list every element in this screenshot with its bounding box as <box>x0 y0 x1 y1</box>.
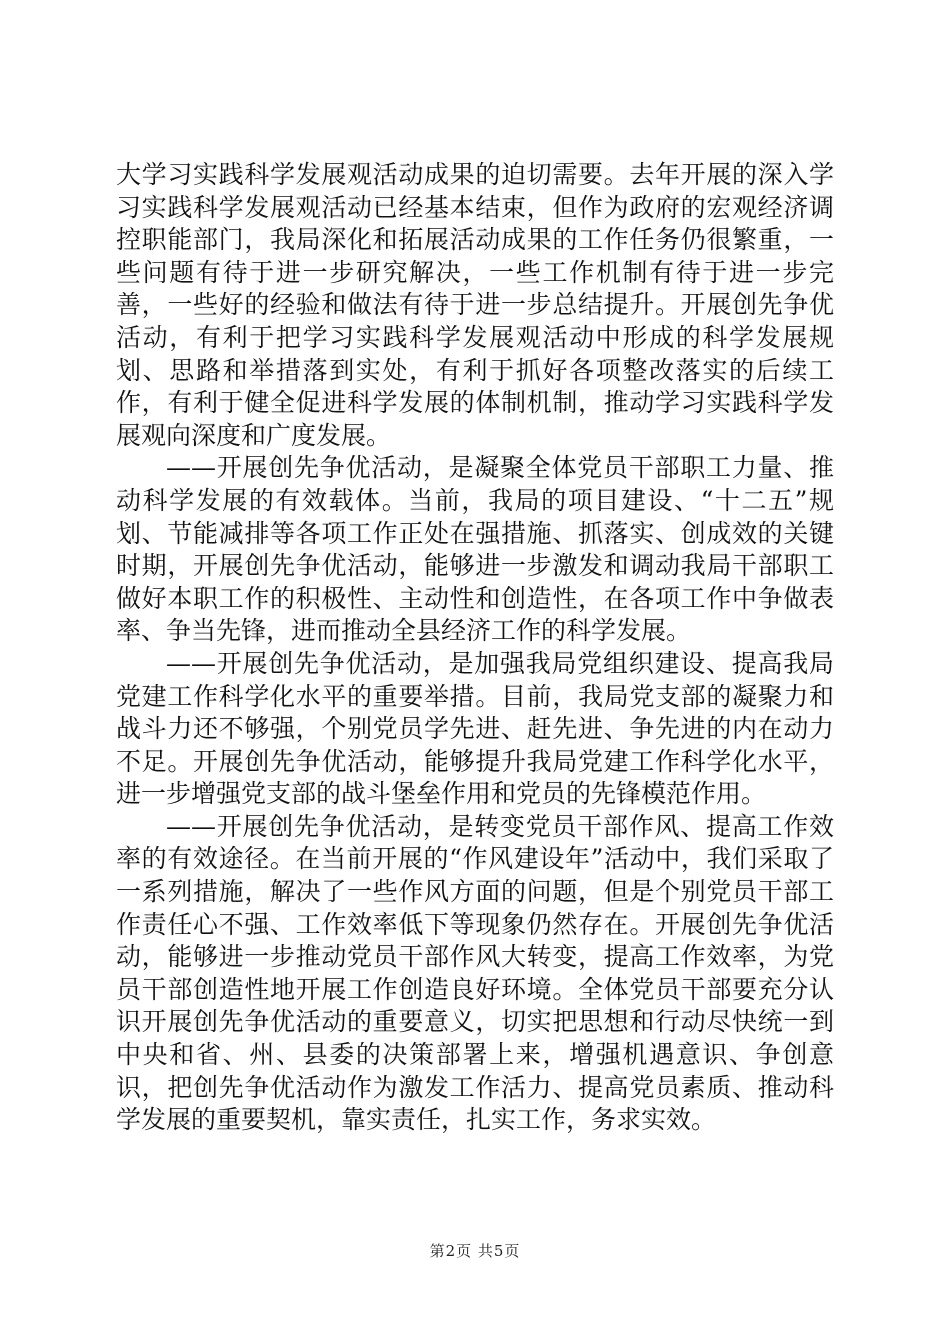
paragraph-continuation: 大学习实践科学发展观活动成果的迫切需要。去年开展的深入学习实践科学发展观活动已经基本结束，但作为政府的宏观经济调控职能部门，我局深化和拓展活动成果的工作任务仍很繁重，一些问题有待于进一步研究解决，一些工作机制有待于进一步完善，一些好的经验和做法有待于进一步总结提升。开展创先争优活动，有利于把学习实践科学发展观活动中形成的科学发展规划、思路和举措落到实处，有利于抓好各项整改落实的后续工作，有利于健全促进科学发展的体制机制，推动学习实践科学发展观向深度和广度发展。 <box>116 160 834 450</box>
document-body <box>116 159 834 1137</box>
paragraph-work-style: ——开展创先争优活动，是转变党员干部作风、提高工作效率的有效途径。在当前开展的“作风建设年”活动中，我们采取了一系列措施，解决了一些作风方面的问题，但是个别党员干部工作责任心不强、工作效率低下等现象仍然存在。开展创先争优活动，能够进一步推动党员干部作风大转变，提高工作效率，为党员干部创造性地开展工作创造良好环境。全体党员干部要充分认识开展创先争优活动的重要意义，切实把思想和行动尽快统一到中央和省、州、县委的决策部署上来，增强机遇意识、争创意识，把创先争优活动作为激发工作活力、提高党员素质、推动科学发展的重要契机，靠实责任，扎实工作，务求实效。 <box>116 811 834 1135</box>
page-number-footer: 第2页 共5页 <box>429 1242 521 1260</box>
paragraph-cohesion: ——开展创先争优活动，是凝聚全体党员干部职工力量、推动科学发展的有效载体。当前，我局的项目建设、“十二五”规划、节能减排等各项工作正处在强措施、抓落实、创成效的关键时期，开展创先争优活动，能够进一步激发和调动我局干部职工做好本职工作的积极性、主动性和创造性，在各项工作中争做表率、争当先锋，进而推动全县经济工作的科学发展。 <box>116 453 834 646</box>
paragraph-party-building: ——开展创先争优活动，是加强我局党组织建设、提高我局党建工作科学化水平的重要举措。目前，我局党支部的凝聚力和战斗力还不够强，个别党员学先进、赶先进、争先进的内在动力不足。开展创先争优活动，能够提升我局党建工作科学化水平，进一步增强党支部的战斗堡垒作用和党员的先锋模范作用。 <box>116 648 834 809</box>
